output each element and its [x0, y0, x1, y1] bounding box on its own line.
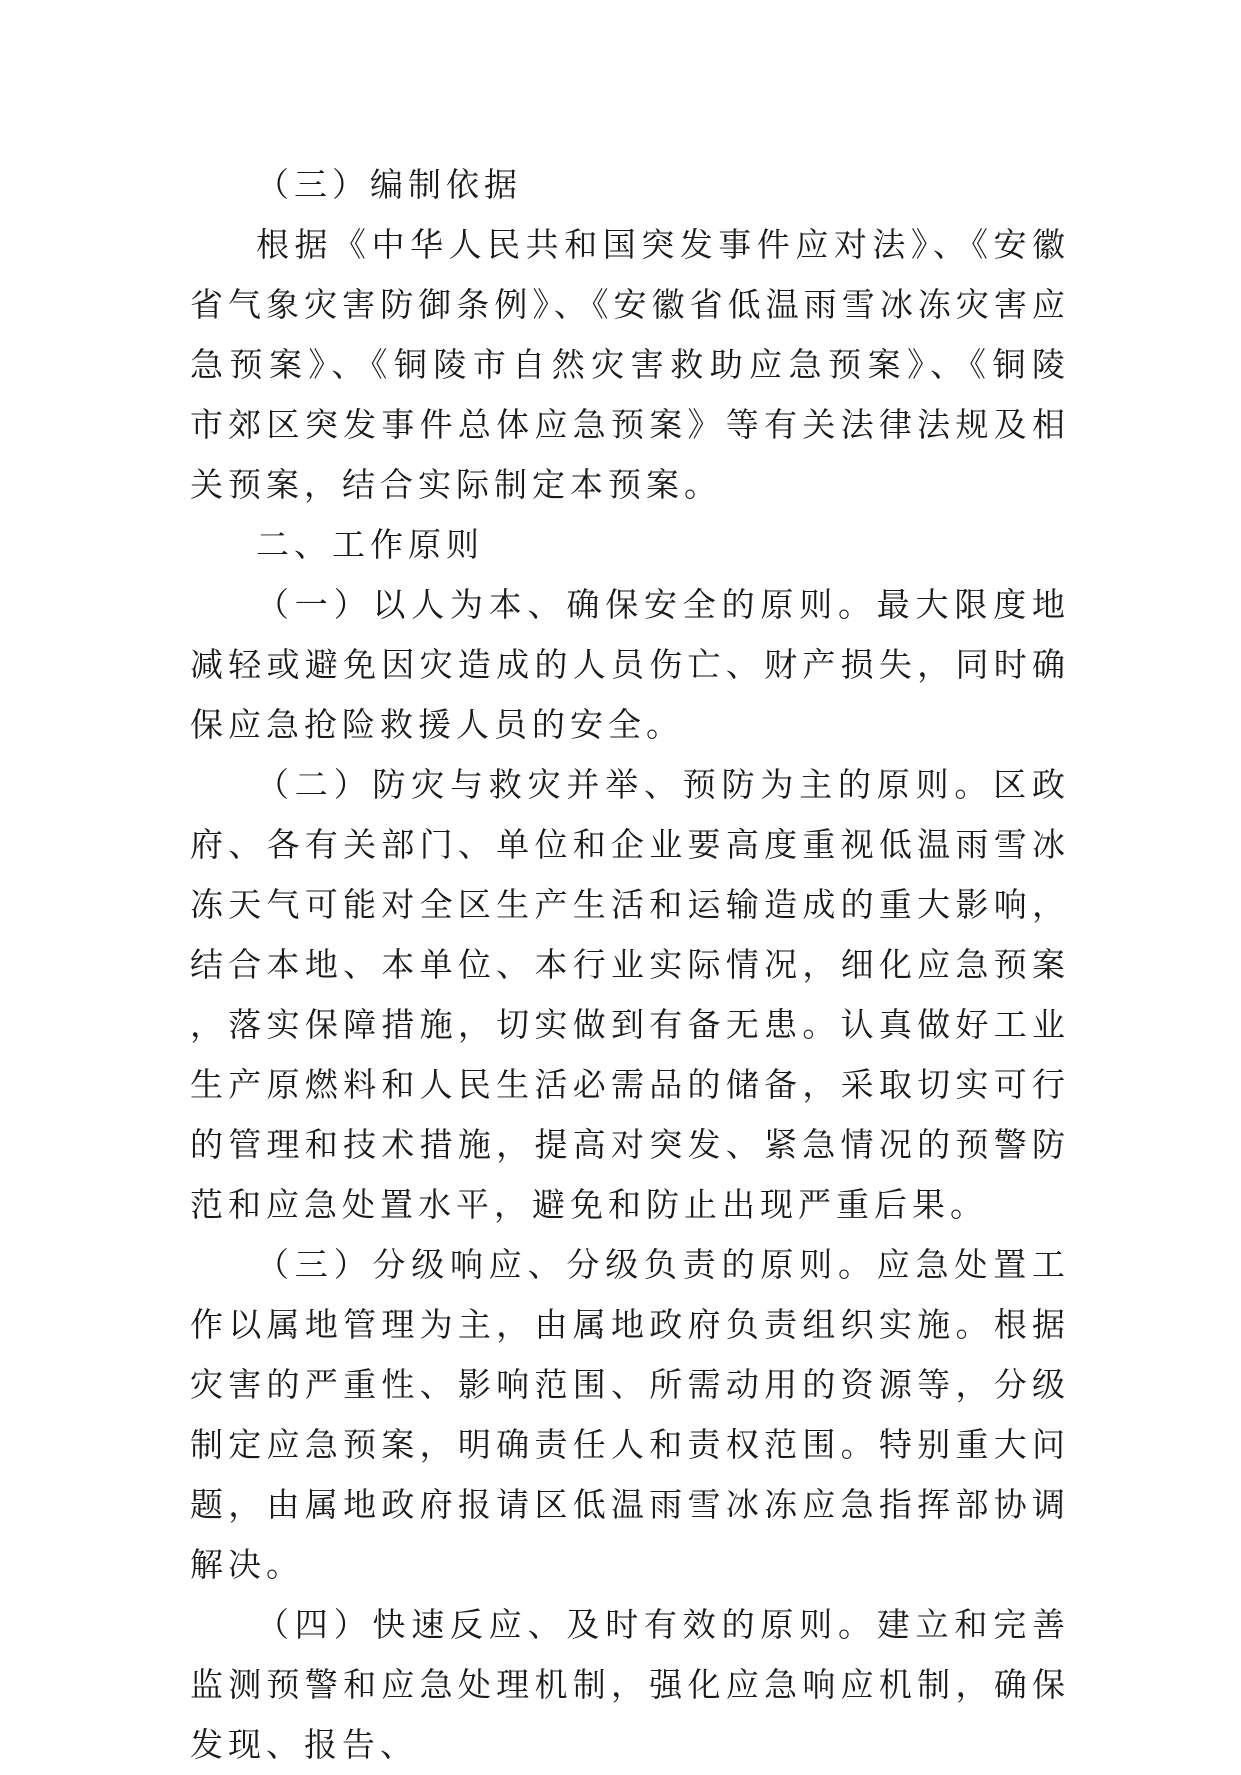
- section-heading-work-principles: 二、工作原则: [256, 525, 484, 564]
- section-heading-compilation-basis: （三）编制依据: [256, 165, 522, 204]
- paragraph-principle-1: （一）以人为本、确保安全的原则。最大限度地减轻或避免因灾造成的人员伤亡、财产损失，同时确保应急抢险救援人员的安全。: [190, 585, 1070, 744]
- document-body: [190, 155, 1070, 1775]
- paragraph-principle-3: （三）分级响应、分级负责的原则。应急处置工作以属地管理为主，由属地政府负责组织实施。根据灾害的严重性、影响范围、所需动用的资源等，分级制定应急预案，明确责任人和责权范围。特别重大问题，由属地政府报请区低温雨雪冰冻应急指挥部协调解决。: [190, 1245, 1070, 1584]
- paragraph-compilation-basis: 根据《中华人民共和国突发事件应对法》、《安徽省气象灾害防御条例》、《安徽省低温雨雪冰冻灾害应急预案》、《铜陵市自然灾害救助应急预案》、《铜陵市郊区突发事件总体应急预案》等有关法律法规及相关预案，结合实际制定本预案。: [190, 225, 1070, 504]
- paragraph-principle-2: （二）防灾与救灾并举、预防为主的原则。区政府、各有关部门、单位和企业要高度重视低温雨雪冰冻天气可能对全区生产生活和运输造成的重大影响，结合本地、本单位、本行业实际情况，细化应急预案，落实保障措施，切实做到有备无患。认真做好工业生产原燃料和人民生活必需品的储备，采取切实可行的管理和技术措施，提高对突发、紧急情况的预警防范和应急处置水平，避免和防止出现严重后果。: [190, 765, 1070, 1224]
- paragraph-principle-4: （四）快速反应、及时有效的原则。建立和完善监测预警和应急处理机制，强化应急响应机制，确保发现、报告、: [190, 1605, 1070, 1764]
